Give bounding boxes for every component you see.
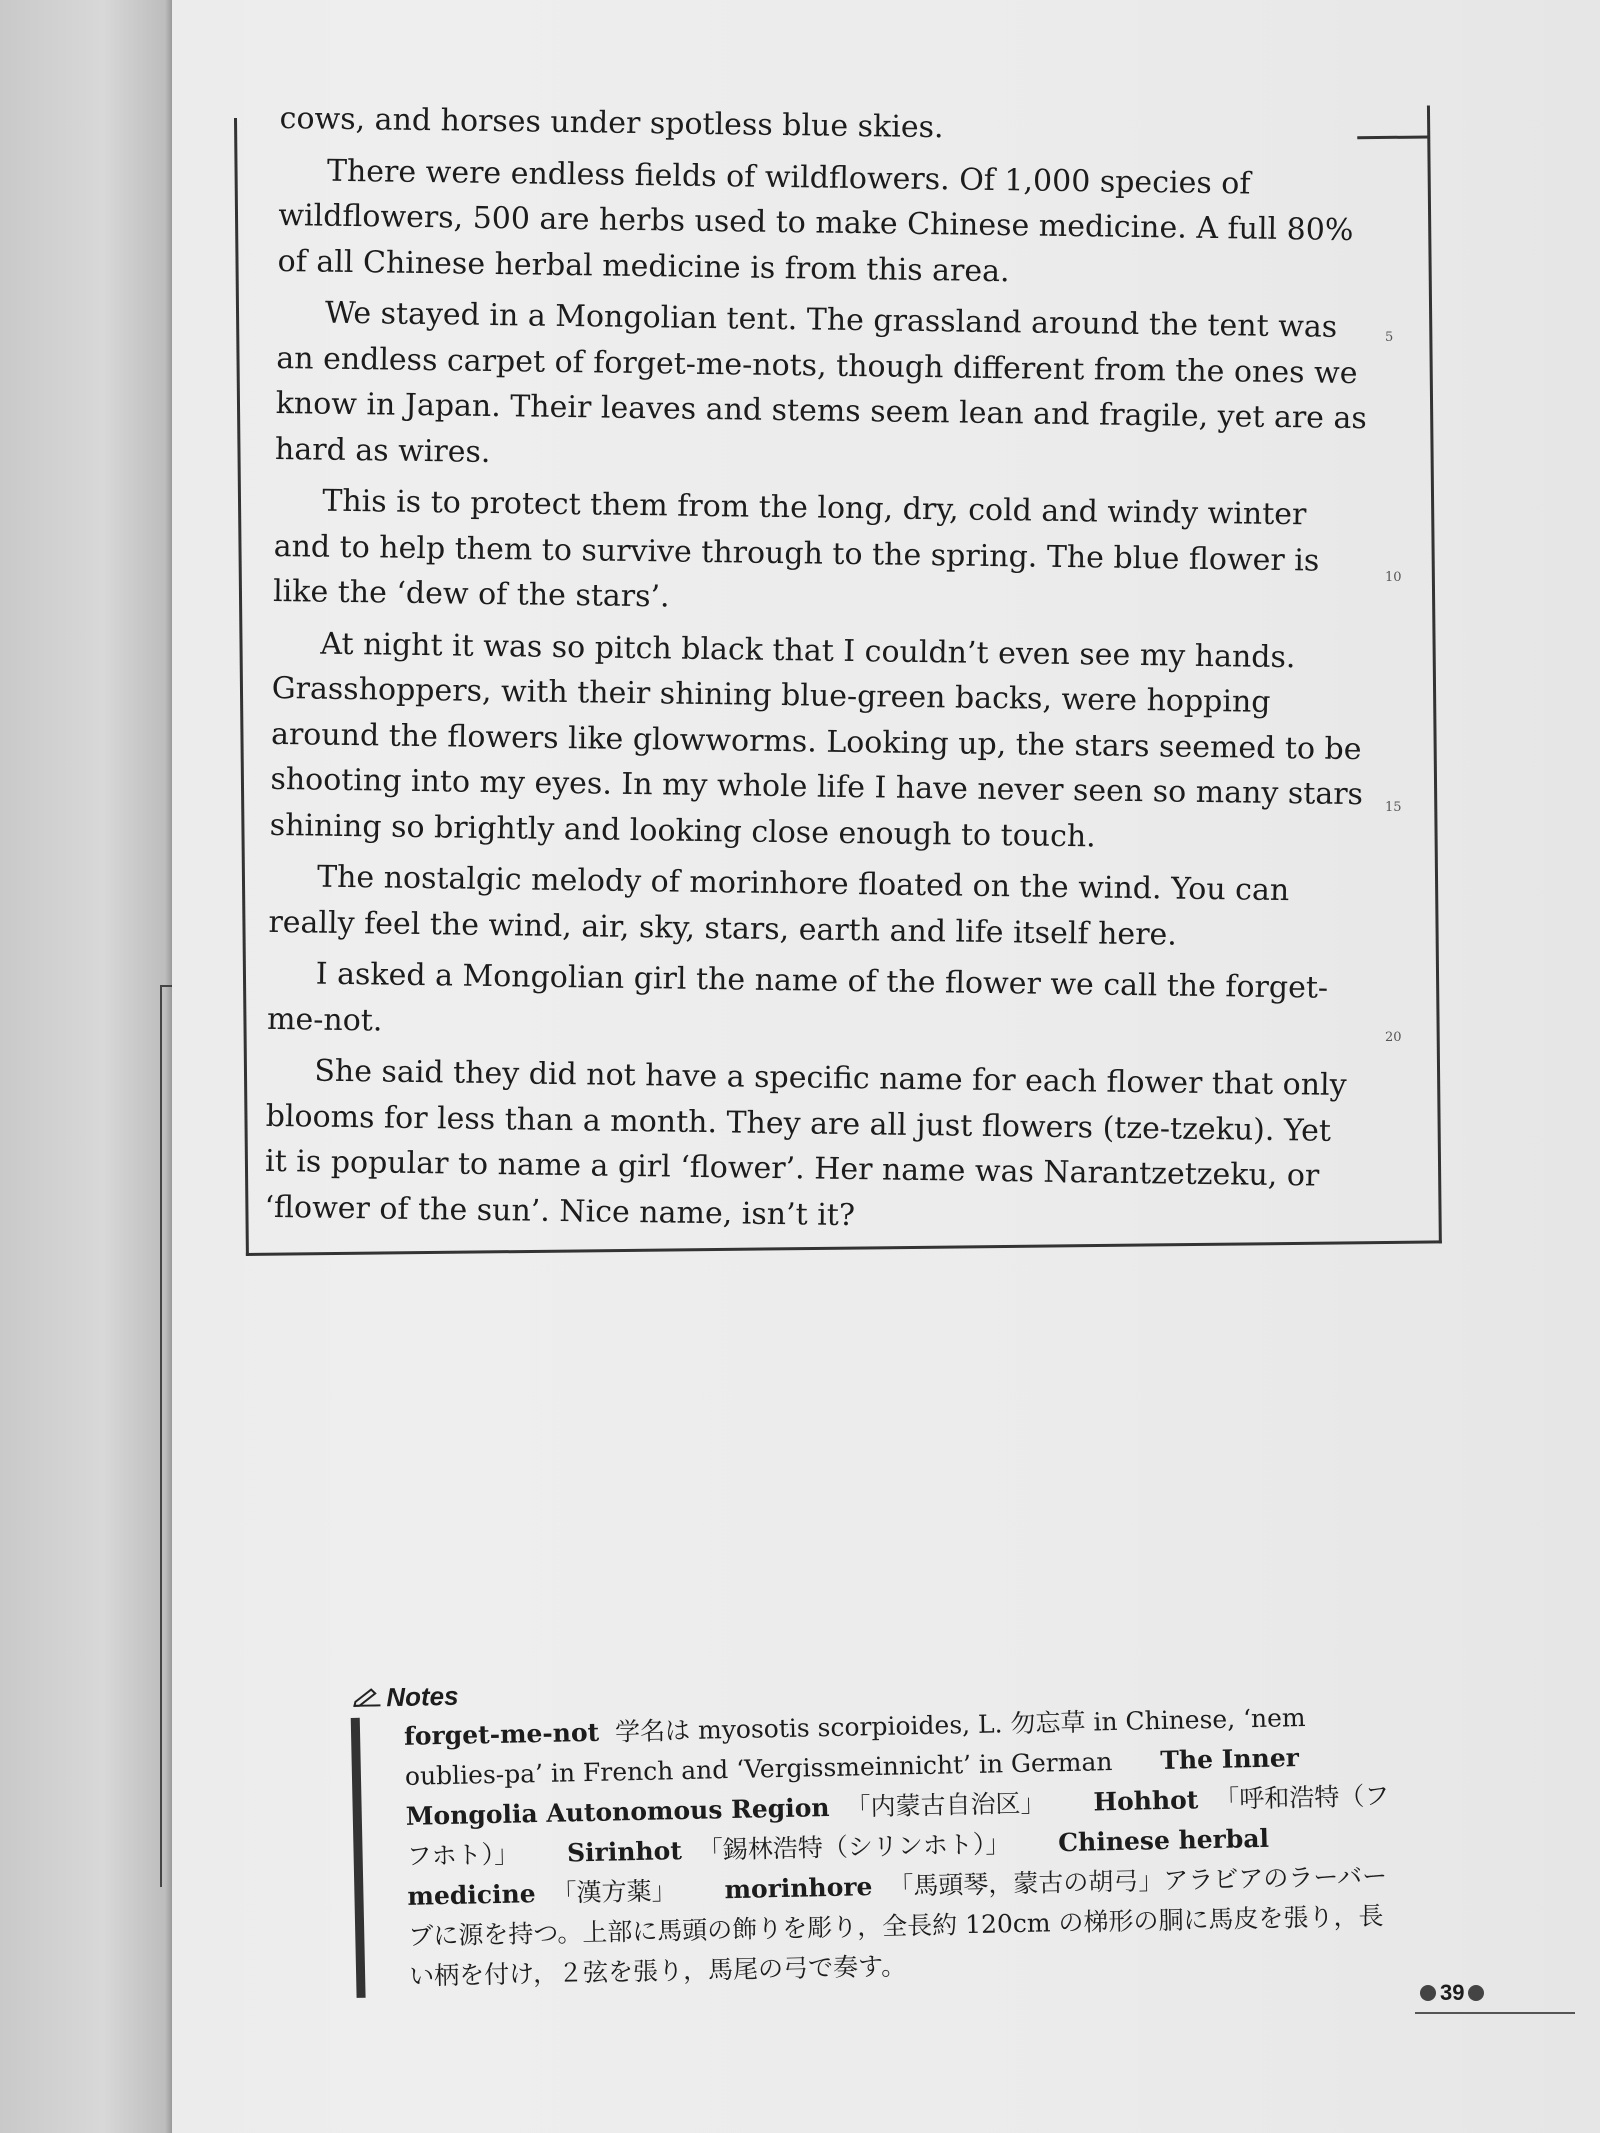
line-number-10: 10 [1385, 570, 1402, 585]
line-number-20: 20 [1385, 1030, 1402, 1045]
filled-circle-icon [1420, 1985, 1436, 2001]
line-number-5: 5 [1385, 330, 1394, 345]
note-term-forget-me-not: forget-me-not [403, 1717, 600, 1751]
page-number-rule [1415, 2012, 1575, 2014]
note-term-sirinhot: Sirinhot [566, 1836, 683, 1868]
notes-section [350, 1661, 1396, 1998]
reading-passage [264, 96, 1375, 1245]
passage-paragraph-5: At night it was so pitch black that I couldn’t even see my hands. Grasshoppers, with their shining blue-green backs, were hopping around the flowers like glowworms. Looking up, the stars seemed to be shooting into my eyes. In my whole life I have never seen so many stars shining so brightly and looking close enough to touch. [269, 626, 1364, 854]
page-number [1420, 1980, 1484, 2006]
line-number-15: 15 [1385, 800, 1402, 815]
passage-paragraph-7: I asked a Mongolian girl the name of the flower we call the forget-me-not. [266, 956, 1329, 1039]
note-term-morinhore: morinhore [724, 1872, 873, 1905]
passage-paragraph-2: There were endless fields of wildflowers. Of 1,000 species of wildflowers, 500 are herbs used to make Chinese medicine. A full 80% of all Chinese herbal medicine is from this area. [277, 153, 1354, 289]
filled-circle-icon [1468, 1985, 1484, 2001]
passage-paragraph-3: We stayed in a Mongolian tent. The grassland around the tent was an endless carpet of forget-me-nots, though different from the ones we know in Japan. Their leaves and stems seem lean and fragile, yet are as hard as wires. [274, 295, 1368, 470]
notes-body [351, 1696, 1397, 1998]
note-definition-inner-mongolia: 「内蒙古自治区」 [845, 1788, 1046, 1822]
page-number-text: 39 [1440, 1980, 1465, 2005]
note-definition-forget-me-not: 学名は myosotis scorpioides, L. 勿忘草 in Chinese, ‘nem oublies-pa’ in French and ‘Vergissmeinnicht’ in German [404, 1702, 1306, 1791]
passage-paragraph-4: This is to protect them from the long, dry, cold and windy winter and to help them to survive through to the spring. The blue flower is like the ‘dew of the stars’. [272, 483, 1320, 615]
notes-heading: Notes [385, 1680, 459, 1713]
note-term-chinese-herbal-medicine: Chinese herbal medicine [407, 1823, 1270, 1911]
passage-paragraph-6: The nostalgic melody of morinhore floated on the wind. You can really feel the wind, air, sky, stars, earth and life itself here. [268, 859, 1290, 953]
pencil-icon [352, 1682, 383, 1714]
adjacent-page [0, 0, 172, 2133]
note-definition-sirinhot: 「錫林浩特（シリンホト）」 [697, 1829, 1011, 1865]
passage-paragraph-1: cows, and horses under spotless blue skies. [279, 100, 944, 146]
note-definition-chinese-herbal-medicine: 「漢方薬」 [551, 1876, 677, 1908]
note-definition-hohhot: 「呼和浩特（フフホト）」 [406, 1781, 1390, 1871]
note-term-inner-mongolia: The Inner Mongolia Autonomous Region [405, 1743, 1300, 1831]
passage-paragraph-8: She said they did not have a specific name for each flower that only blooms for less than a month. They are all just flowers (tze-tzeku). Yet it is popular to name a girl ‘flower’. Her name was Narantzetzeku, or ‘flower of the sun’. Nice name, isn’t it? [264, 1053, 1347, 1233]
note-term-hohhot: Hohhot [1093, 1785, 1199, 1817]
adjacent-page-box-edge [160, 985, 172, 1887]
note-definition-morinhore: 「馬頭琴，蒙古の胡弓」アラビアのラーバーブに源を持つ。上部に馬頭の飾りを彫り，全長約 120cm の梯形の胴に馬皮を張り，長い柄を付け，２弦を張り，馬尾の弓で奏す。 [408, 1861, 1388, 1991]
